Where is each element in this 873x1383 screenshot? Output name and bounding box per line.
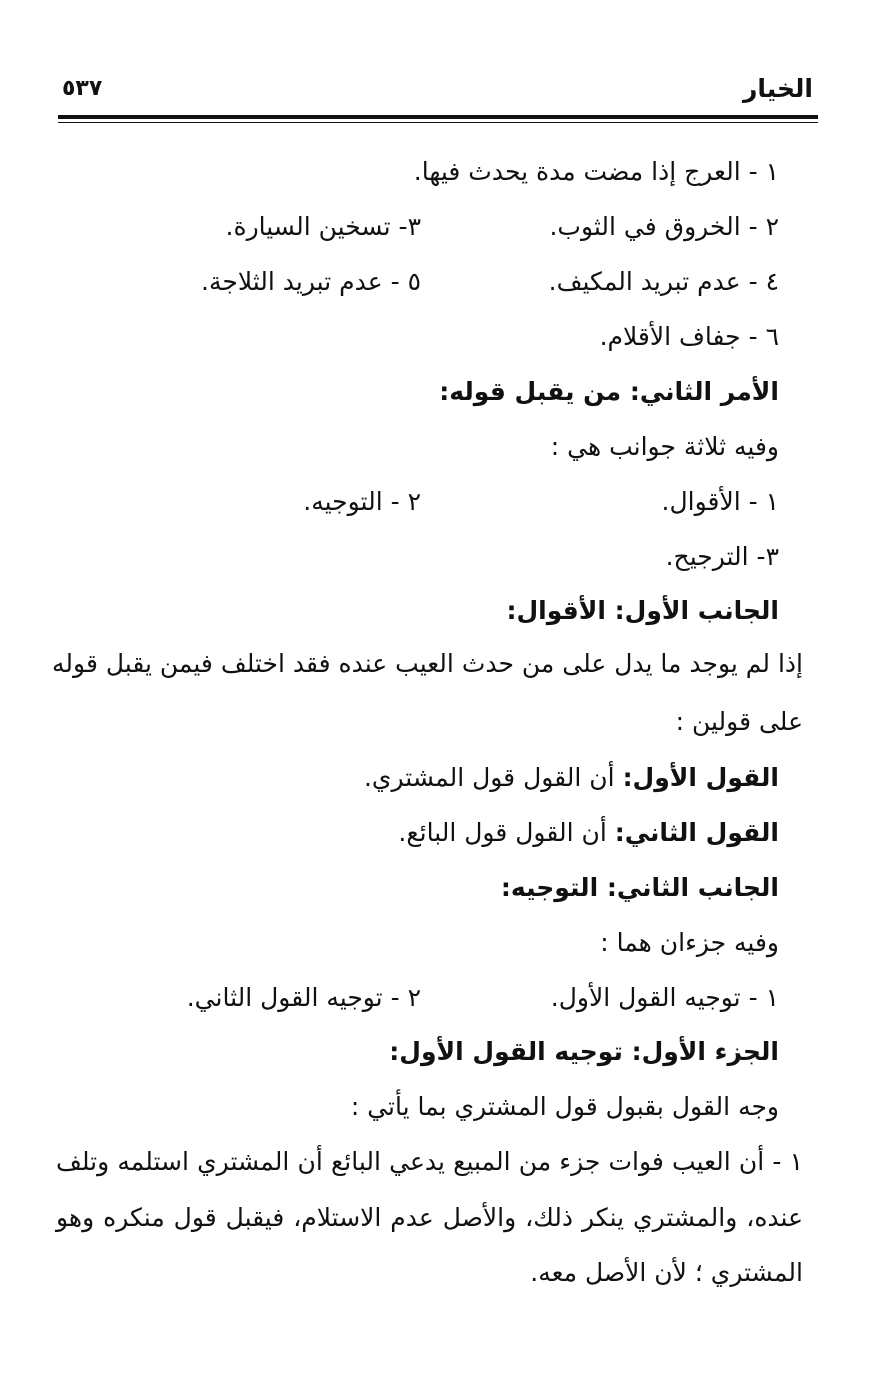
running-header-title: الخيار bbox=[743, 74, 813, 103]
list-item: ١ - العرج إذا مضت مدة يحدث فيها. bbox=[413, 157, 779, 186]
header-rule-thick bbox=[58, 115, 818, 119]
list-item: ٣- تسخين السيارة. bbox=[225, 212, 421, 241]
list-item: ١ - توجيه القول الأول. bbox=[550, 983, 779, 1012]
list-item: ٣- الترجيح. bbox=[665, 542, 779, 571]
paragraph-line: عنده، والمشتري ينكر ذلك، والأصل عدم الاستلام، فيقبل قول منكره وهو bbox=[56, 1203, 803, 1232]
paragraph-line: المشتري ؛ لأن الأصل معه. bbox=[530, 1258, 803, 1287]
opinion-text: أن القول قول المشتري. bbox=[363, 763, 623, 792]
paragraph-line: وفيه جزءان هما : bbox=[600, 928, 779, 957]
opinion-line bbox=[398, 817, 779, 849]
paragraph-line: وجه القول بقبول قول المشتري بما يأتي : bbox=[350, 1092, 779, 1121]
opinion-line bbox=[364, 762, 779, 794]
list-item: ١ - الأقوال. bbox=[661, 487, 779, 516]
list-item: ٢ - التوجيه. bbox=[303, 487, 421, 516]
paragraph-line: وفيه ثلاثة جوانب هي : bbox=[550, 432, 779, 461]
opinion-label: القول الثاني: bbox=[614, 818, 779, 847]
subsection-heading: الجزء الأول: توجيه القول الأول: bbox=[389, 1037, 779, 1066]
opinion-text: أن القول قول البائع. bbox=[398, 818, 615, 847]
subsection-heading: الجانب الثاني: التوجيه: bbox=[500, 873, 779, 902]
section-heading: الأمر الثاني: من يقبل قوله: bbox=[439, 377, 779, 406]
list-item: ٢ - توجيه القول الثاني. bbox=[186, 983, 421, 1012]
paragraph-line: ١ - أن العيب فوات جزء من المبيع يدعي البائع أن المشتري استلمه وتلف bbox=[56, 1147, 803, 1176]
paragraph-line: على قولين : bbox=[675, 707, 803, 736]
list-item: ٥ - عدم تبريد الثلاجة. bbox=[201, 267, 421, 296]
subsection-heading: الجانب الأول: الأقوال: bbox=[506, 596, 779, 625]
header-rule-thin bbox=[58, 122, 818, 123]
page-number: ٥٣٧ bbox=[62, 76, 103, 101]
paragraph-line: إذا لم يوجد ما يدل على من حدث العيب عنده فقد اختلف فيمن يقبل قوله bbox=[52, 649, 803, 678]
list-item: ٦ - جفاف الأقلام. bbox=[599, 322, 779, 351]
opinion-label: القول الأول: bbox=[622, 763, 779, 792]
list-item: ٢ - الخروق في الثوب. bbox=[549, 212, 779, 241]
list-item: ٤ - عدم تبريد المكيف. bbox=[548, 267, 779, 296]
